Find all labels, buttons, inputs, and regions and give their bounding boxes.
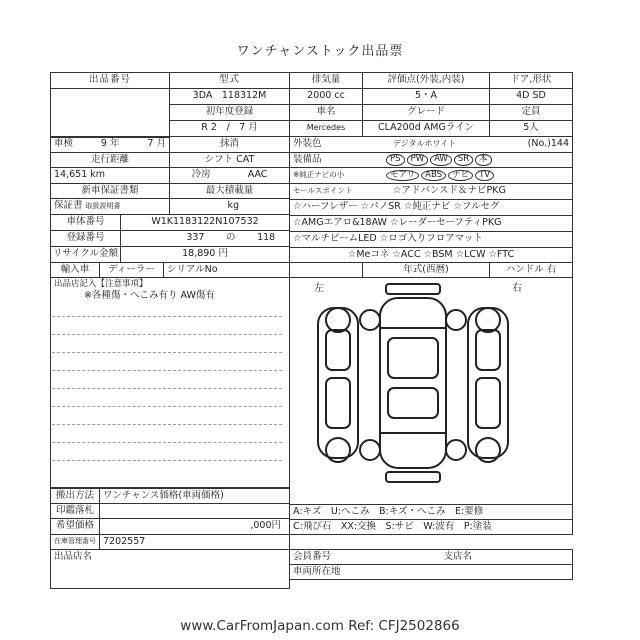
reserve-label: 希望価格 (50, 518, 100, 535)
ac-row (169, 167, 290, 184)
reserve-value: ,000円 (99, 518, 290, 535)
bid-value (99, 503, 290, 519)
displacement-value: 2000 cc (289, 88, 363, 105)
inspection-year: 9 年 (100, 138, 120, 150)
model-code: 3DA 118312M (169, 88, 290, 105)
member-row (289, 549, 573, 565)
reg-b: の (226, 232, 236, 244)
grade-label: グレード (362, 104, 490, 121)
recycle-value: 18,890 円 (120, 246, 290, 263)
nav-label: ※純正ナビの小 (293, 170, 345, 180)
car-damage-diagram (290, 278, 536, 488)
handle-label: ハンドル 右 (489, 262, 573, 278)
branch-label: 支店名 (443, 550, 472, 562)
capacity-value: 5人 (489, 120, 573, 137)
sales-point-4: ☆Meコネ ☆ACC ☆BSM ☆LCW ☆FTC (347, 248, 515, 260)
equip-leather: 本 (475, 154, 492, 165)
nav-row (289, 167, 573, 184)
remarks-line (52, 352, 282, 353)
grade-score-value: 5・A (362, 88, 490, 105)
reg-row (120, 230, 290, 247)
recycle-label: リサイクル金額 (50, 246, 121, 263)
diagram-right-label: 右 (512, 283, 522, 294)
remarks-text: ※各種傷・へこみ有り AW傷有 (84, 290, 215, 302)
dealer-label: ディーラー (99, 262, 164, 278)
shop-name-box (50, 549, 290, 589)
nav-tv: TV (475, 170, 494, 181)
manual-row (50, 198, 170, 215)
manual-value: 取扱説明書 (85, 201, 121, 210)
lot-no-value (50, 88, 170, 138)
remarks-line (52, 370, 282, 371)
remarks-line (52, 442, 282, 443)
shipping-value: ワンチャンス価格(車両価格) (99, 488, 290, 504)
contact-row (289, 564, 573, 580)
member-label: 会員番号 (293, 550, 332, 562)
equip-ps: PS (386, 154, 405, 165)
inspection-status: 抹消 (169, 136, 290, 153)
stock-value: 7202557 (99, 534, 290, 550)
equip-sr: SR (454, 154, 473, 165)
diagram-left-label: 左 (314, 283, 324, 294)
remarks-box (50, 277, 290, 488)
watermark-footer: www.CarFromJapan.com Ref: CFJ2502866 (180, 618, 460, 634)
vin-label: 車体番号 (50, 214, 121, 231)
form-title: ワンチャンストック出品票 (236, 44, 404, 59)
inspection-row (50, 136, 170, 153)
color-row (289, 136, 573, 153)
doors-value: 4D SD (489, 88, 573, 105)
grade-score-label: 評価点(外装,内装) (362, 72, 490, 89)
remarks-line (52, 406, 282, 407)
ac-value: AAC (247, 169, 268, 181)
sales-point-1: ☆ハーフレザー ☆パノSR ☆純正ナビ ☆フルセグ (290, 200, 572, 216)
sales-point-2: ☆AMGエアロ&18AW ☆レーダーセーフティPKG (290, 216, 572, 232)
doors-label: ドア,形状 (489, 72, 573, 89)
nav-abs: ABS (421, 170, 446, 181)
model-label: 型式 (169, 72, 290, 89)
remarks-line (52, 316, 282, 317)
year-label: 年式(西暦) (362, 262, 490, 278)
remarks-label: 出品店記入【注意事項】 (54, 279, 148, 289)
make-value: Mercedes (289, 120, 363, 137)
sales-point-label: セールスポイント (293, 186, 353, 196)
shop-label: 出品店名 (54, 551, 93, 562)
remarks-line (52, 334, 282, 335)
grade-value: CLA200d AMGライン (362, 120, 490, 137)
stock-label: 在庫管理番号 (50, 534, 100, 550)
first-reg-label: 初年度登録 (169, 104, 290, 121)
equip-aw: AW (430, 154, 452, 165)
load-unit: kg (169, 198, 290, 215)
nav-ma: モアリ (386, 170, 419, 181)
shipping-label: 搬出方法 (50, 488, 100, 504)
remarks-line (52, 424, 282, 425)
nav-navi: ナビ (448, 170, 473, 181)
first-reg-value: R 2 / 7 月 (169, 120, 290, 137)
reg-c: 118 (257, 232, 276, 244)
mileage-label: 走行距離 (50, 152, 170, 168)
inspection-label: 車検 (54, 138, 74, 150)
vin-value: W1K1183122N107532 (120, 214, 290, 231)
manual-label: 保証書 (54, 200, 83, 212)
capacity-label: 定員 (489, 104, 573, 121)
mileage-value: 14,651 km (50, 167, 170, 184)
load-label: 最大積載量 (169, 183, 290, 199)
equip-pw: PW (407, 154, 429, 165)
displacement-label: 排気量 (289, 72, 363, 89)
serial-label: シリアルNo (163, 262, 290, 278)
inspection-month: 7 月 (147, 138, 166, 150)
remarks-line (52, 460, 282, 461)
remarks-line (52, 388, 282, 389)
color-label: 外装色 (293, 138, 322, 150)
sales-point-3: ☆マルチビームLED ☆ロゴ入りフロアマット (290, 232, 572, 248)
ac-label: 冷房 (191, 169, 211, 181)
sales-point-0: ☆アドバンスド＆ナビPKG (393, 185, 506, 197)
equip-label: 装備品 (293, 153, 322, 165)
diagram-legend: A:キズ U:へこみ B:キズ・へこみ E:要修 (289, 504, 573, 520)
reg-a: 337 (186, 232, 205, 244)
import-label: 輸入車 (50, 262, 100, 278)
color-no: (No.)144 (527, 138, 569, 150)
make-label: 車名 (289, 104, 363, 121)
sales-point-row-0 (290, 184, 572, 200)
contact-label: 車両所在地 (293, 565, 341, 577)
diagram-legend-2: C:飛び石 XX:交換 S:サビ W:波有 P:塗装 (289, 519, 573, 535)
warranty-label: 新車保証書類 (50, 183, 170, 199)
sales-point-box (289, 183, 573, 263)
bid-label: 印鑑落札 (50, 503, 100, 519)
shift-label: シフト CAT (169, 152, 290, 168)
reg-label: 登録番号 (50, 230, 121, 247)
color-value: デジタルホワイト (392, 139, 457, 149)
equip-row (289, 152, 573, 168)
lot-no-label: 出品番号 (50, 72, 170, 89)
